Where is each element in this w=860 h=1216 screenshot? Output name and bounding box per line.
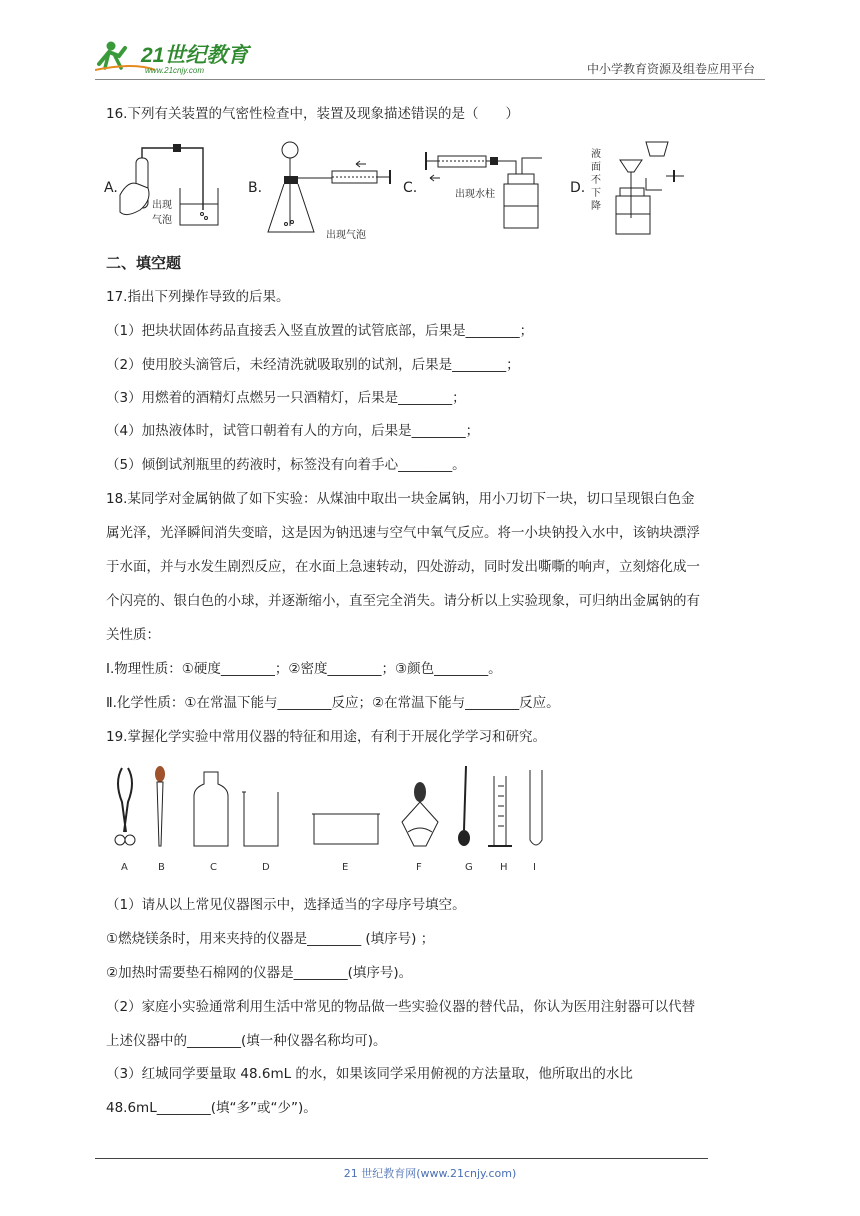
apparatus-label: G [465, 862, 473, 873]
site-logo [95, 38, 265, 76]
q19-apparatus-figure [108, 762, 558, 861]
q16-figure-d [606, 138, 686, 242]
q16-option-a[interactable]: A. [104, 180, 118, 196]
q17-item: （4）加热液体时，试管口朝着有人的方向，后果是________； [106, 423, 480, 439]
q16-d-label: 液面不下降 [591, 149, 601, 212]
q17-item: （3）用燃着的酒精灯点燃另一只酒精灯，后果是________； [106, 390, 466, 406]
q19-line: ②加热时需要垫石棉网的仪器是________(填序号)。 [106, 965, 413, 981]
q18-paragraph-line: 关性质： [106, 627, 160, 643]
q19-line: （2）家庭小实验通常利用生活中常见的物品做一些实验仪器的替代品，你认为医用注射器可以代替 [106, 999, 696, 1015]
footer-divider [95, 1158, 708, 1159]
logo-url: www.21cnjy.com [145, 66, 204, 75]
q16-b-label: 出现气泡 [326, 230, 366, 241]
q18-paragraph-line: 个闪亮的、银白色的小球，并逐渐缩小，直至完全消失。请分析以上实验现象，可归纳出金属钠的有 [106, 593, 700, 609]
q19-line: 上述仪器中的________(填一种仪器名称均可)。 [106, 1033, 387, 1049]
header-divider [95, 79, 765, 80]
apparatus-label: E [342, 862, 349, 873]
q16-option-d[interactable]: D. [570, 180, 586, 196]
footer-text[interactable]: 21 世纪教育网(www.21cnjy.com) [343, 1167, 517, 1180]
q18-physical-properties: Ⅰ.物理性质：①硬度________；②密度________；③颜色________。 [106, 661, 502, 677]
apparatus-label: A [121, 862, 128, 873]
q17-item: （5）倾倒试剂瓶里的药液时，标签没有向着手心________。 [106, 457, 466, 473]
q19-line: ①燃烧镁条时，用来夹持的仪器是________ (填序号) ； [106, 931, 435, 947]
section-heading: 二、填空题 [106, 254, 182, 272]
q16-stem: 16.下列有关装置的气密性检查中，装置及现象描述错误的是（ ） [106, 106, 519, 122]
platform-name: 中小学教育资源及组卷应用平台 [586, 62, 755, 76]
apparatus-label: I [533, 862, 536, 873]
apparatus-label: H [500, 862, 508, 873]
q18-paragraph-line: 于水面，并与水发生剧烈反应，在水面上急速转动，四处游动，同时发出嘶嘶的响声，立刻熔化成一 [106, 559, 700, 575]
q17-stem: 17.指出下列操作导致的后果。 [106, 289, 290, 305]
apparatus-label: C [210, 862, 217, 873]
q16-option-b[interactable]: B. [248, 180, 263, 196]
q18-paragraph-line: 18.某同学对金属钠做了如下实验：从煤油中取出一块金属钠，用小刀切下一块，切口呈现银白色金 [106, 491, 695, 507]
q19-line: （3）红城同学要量取 48.6mL 的水，如果该同学采用俯视的方法量取，他所取出的水比 [106, 1066, 633, 1082]
apparatus-label: B [158, 862, 165, 873]
q16-option-c[interactable]: C. [403, 180, 418, 196]
apparatus-label: F [416, 862, 422, 873]
logo-text: 21世纪教育 [141, 44, 249, 67]
apparatus-label: D [262, 862, 270, 873]
q19-stem: 19.掌握化学实验中常用仪器的特征和用途，有利于开展化学学习和研究。 [106, 729, 546, 745]
q16-c-label: 出现水柱 [455, 189, 495, 200]
q18-paragraph-line: 属光泽，光泽瞬间消失变暗，这是因为钠迅速与空气中氧气反应。将一小块钠投入水中，该钠块漂浮 [106, 525, 700, 541]
q19-line: 48.6mL________(填“多”或“少”)。 [106, 1100, 317, 1116]
q18-chemical-properties: Ⅱ.化学性质：①在常温下能与________反应；②在常温下能与________反应。 [106, 695, 560, 711]
q19-line: （1）请从以上常见仪器图示中，选择适当的字母序号填空。 [106, 897, 466, 913]
q17-item: （2）使用胶头滴管后，未经清洗就吸取别的试剂，后果是________； [106, 357, 520, 373]
q16-a-label: 出现气泡 [152, 200, 172, 226]
q17-item: （1）把块状固体药品直接丢入竖直放置的试管底部，后果是________； [106, 323, 534, 339]
